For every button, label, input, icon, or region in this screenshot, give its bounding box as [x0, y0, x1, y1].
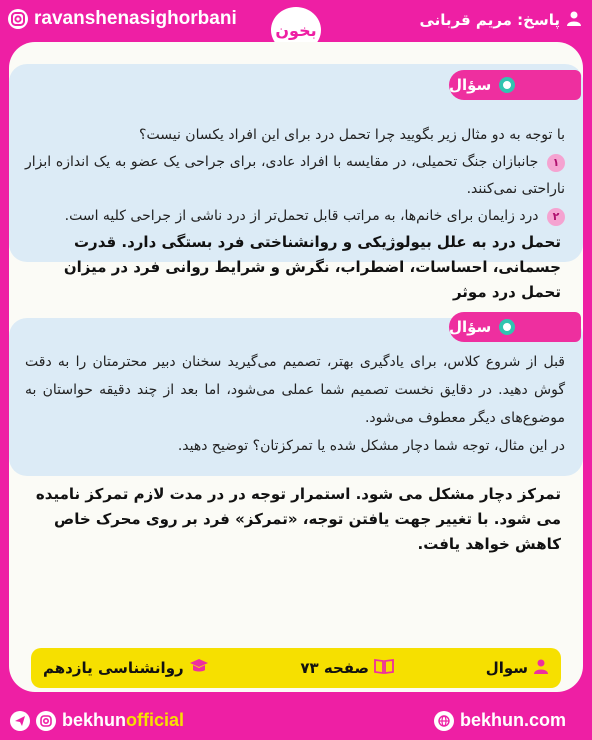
question-prompt: با توجه به دو مثال زیر بگویید چرا تحمل درد برای این افراد یکسان نیست؟	[139, 127, 565, 143]
user-icon	[566, 10, 582, 30]
instagram-icon	[8, 9, 28, 29]
item-number: ۱	[547, 154, 565, 172]
book-icon	[374, 658, 394, 678]
question-text-2	[25, 348, 565, 460]
header	[0, 0, 592, 44]
item-text: جانبازان جنگ تحمیلی، در مقایسه با افراد عادی، برای جراحی یک عضو به یک اندازه ابزار ناراحتی نمی‌کنند.	[25, 154, 565, 197]
item-number: ۲	[547, 208, 565, 226]
circle-icon	[499, 77, 515, 93]
answer-text-1: تحمل درد به علل بیولوژیکی و روانشناختی فرد بستگی دارد. قدرت جسمانی، احساسات، اضطراب، نگرش و شرایط روانی فرد در میزان تحمل درد موثر	[63, 233, 561, 301]
instagram-handle[interactable]	[8, 8, 237, 30]
subject-text: روانشناسی یازدهم	[43, 659, 184, 677]
user-icon	[533, 658, 549, 678]
page-number	[300, 658, 394, 678]
section-text: سوال	[485, 659, 528, 677]
answer-author-text: پاسخ: مریم قربانی	[419, 11, 560, 29]
question-text-1	[25, 122, 565, 230]
website-link[interactable]	[434, 710, 566, 731]
handle-text: ravanshenasighorbani	[34, 8, 237, 29]
question-paragraph: قبل از شروع کلاس، برای یادگیری بهتر، تصمیم می‌گیرید سخنان دبیر محترمتان را به دقت گوش دهید. در دقایق نخست تصمیم شما عملی می‌شود، اما بعد از چند دقیقه حواستان به موضوع‌های دیگر معطوف می‌شود.	[25, 354, 565, 426]
answer-author	[419, 10, 582, 30]
question-tag-1	[449, 70, 581, 100]
globe-icon	[434, 711, 454, 731]
logo-text: بخون	[275, 20, 317, 40]
circle-icon	[499, 319, 515, 335]
instagram-icon	[36, 711, 56, 731]
question-tag-label: سؤال	[449, 318, 492, 336]
social-handle[interactable]	[10, 710, 184, 731]
graduation-cap-icon	[189, 658, 209, 678]
item-text: درد زایمان برای خانم‌ها، به مراتب قابل تحمل‌تر از درد ناشی از جراحی کلیه است.	[64, 208, 539, 224]
question-item	[25, 149, 565, 203]
page-text: صفحه ۷۳	[300, 659, 370, 677]
question-tag-label: سؤال	[449, 76, 492, 94]
question-tag-2	[449, 312, 581, 342]
subject-label	[43, 658, 209, 678]
handle-suffix: official	[126, 710, 185, 730]
bottom-bar	[0, 704, 592, 740]
question-box-2	[9, 318, 583, 476]
question-item	[25, 203, 565, 230]
question-paragraph: در این مثال، توجه شما دچار مشکل شده یا تمرکزتان؟ توضیح دهید.	[177, 438, 565, 454]
section-label	[486, 658, 549, 678]
content-page	[9, 42, 583, 692]
website-text: bekhun.com	[459, 710, 566, 730]
telegram-icon	[10, 711, 30, 731]
answer-text-2: تمرکز دچار مشکل می شود. استمرار توجه در در مدت لازم تمرکز نامیده می شود. با تغییر جهت یافتن توجه، «تمرکز» فرد بر روی محرک خاص کاهش خواهد یافت.	[35, 485, 561, 553]
handle-prefix: bekhun	[62, 710, 127, 730]
footer-info-bar	[31, 648, 561, 688]
